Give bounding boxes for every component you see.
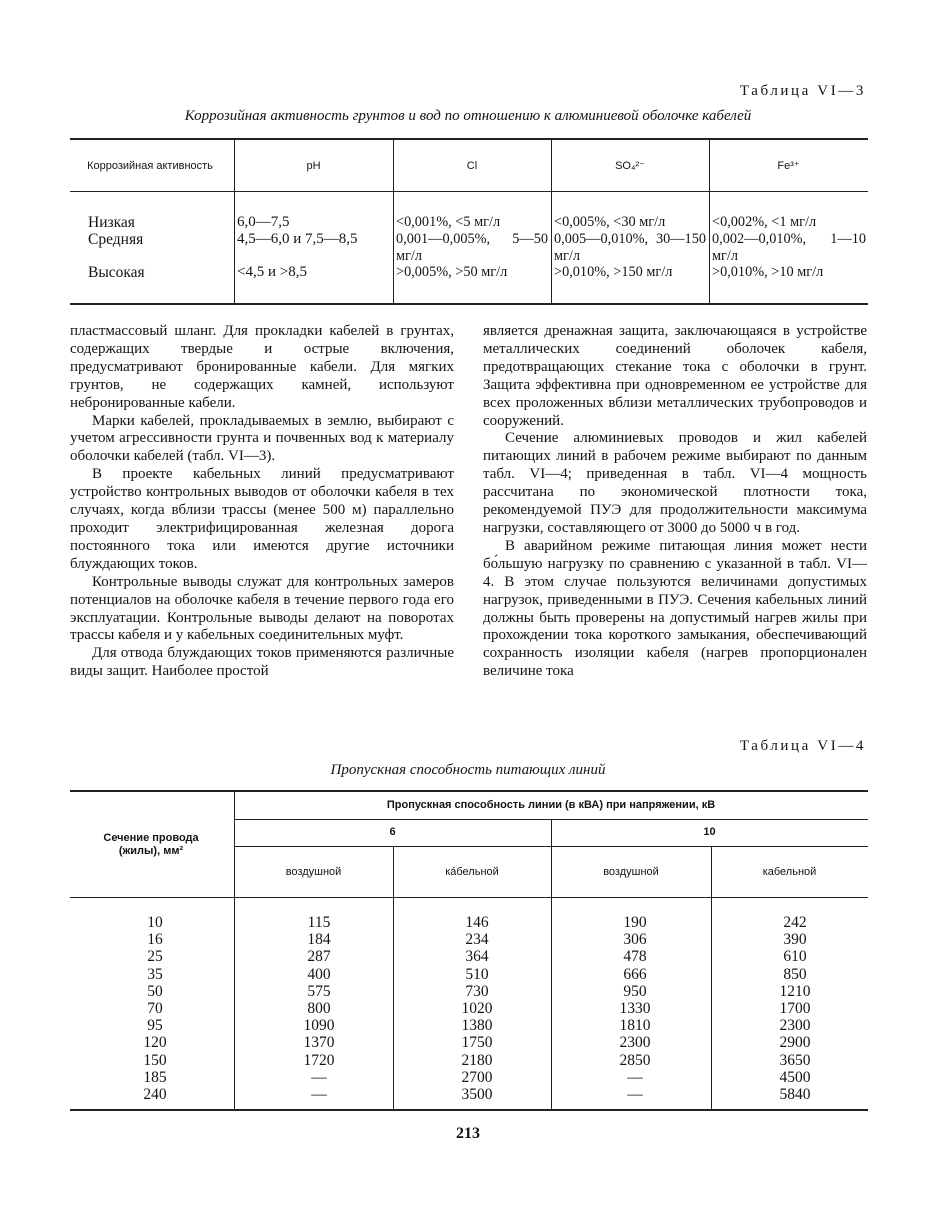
cell-cl-low: <0,001%, <5 мг/л (396, 214, 501, 230)
cell-ph-medium: 4,5—6,0 и 7,5—8,5 (237, 231, 358, 247)
cell-10kv-air: 666 (623, 965, 647, 983)
cell-10kv-air: 478 (623, 948, 647, 966)
capacity-table (70, 790, 868, 1111)
cell-6kv-air: — (311, 1068, 327, 1086)
cell-6kv-air: 115 (307, 914, 331, 931)
cell-6kv-cable: 510 (465, 965, 489, 983)
cell-ph-low: 6,0—7,5 (237, 214, 290, 230)
cell-10kv-air: — (627, 1068, 643, 1086)
cell-section: 150 (143, 1051, 167, 1069)
header-fe: Fe³⁺ (777, 159, 800, 172)
header-voltage-10: 10 (703, 826, 716, 838)
header-activity: Коррозийная активность (87, 159, 213, 172)
column-divider (234, 897, 235, 1109)
cell-section: 50 (147, 982, 163, 1000)
paragraph: Контрольные выводы служат для контрольных замеров потенциалов на оболочке кабеля в течение первого года его эксплуатации. Контрольные выводы делают на поворотах трассы кабеля и у кабельных соединительных муфт. (70, 573, 454, 644)
cell-cl-high: >0,005%, >50 мг/л (396, 264, 508, 280)
header-ph: pH (306, 159, 321, 172)
cell-10kv-cable: 850 (783, 965, 807, 983)
cell-10kv-air: 306 (623, 931, 647, 949)
cell-cl-medium: 0,001—0,005%, 5—50 мг/л (396, 231, 548, 264)
cell-10kv-cable: 4500 (779, 1068, 811, 1086)
cell-6kv-air: 575 (307, 982, 331, 1000)
column-divider (393, 897, 394, 1109)
cell-6kv-cable: 2700 (461, 1068, 493, 1086)
cell-10kv-air: 2850 (619, 1051, 651, 1069)
header-cl: Cl (466, 159, 478, 172)
cell-6kv-air: 287 (307, 948, 331, 966)
row-name-high: Высокая (88, 264, 145, 281)
cell-6kv-cable: 1750 (461, 1034, 493, 1052)
table-label: Таблица VI—3 (739, 83, 866, 99)
cell-10kv-cable: 610 (783, 948, 807, 966)
cell-fe-high: >0,010%, >10 мг/л (712, 264, 824, 280)
cell-fe-medium: 0,002—0,010%, 1—10 мг/л (712, 231, 866, 264)
cell-6kv-cable: 234 (465, 931, 489, 949)
text-column-left (70, 323, 454, 681)
paragraph: Марки кабелей, прокладываемых в землю, выбирают с учетом агрессивности грунта и почвенных вод к материалу оболочки кабелей (табл. VI—3). (70, 412, 454, 465)
cell-section: 35 (147, 965, 163, 983)
column-6kv-air (284, 914, 354, 1103)
cell-10kv-cable: 3650 (779, 1051, 811, 1069)
cell-section: 10 (147, 914, 163, 931)
cell-so4-high: >0,010%, >150 мг/л (554, 264, 673, 280)
cell-6kv-air: 1370 (303, 1034, 335, 1052)
header-air-6: воздушной (285, 866, 342, 878)
cell-10kv-air: 190 (623, 914, 647, 931)
cell-10kv-cable: 1700 (779, 999, 811, 1017)
cell-section: 95 (147, 1017, 163, 1035)
column-10kv-air (600, 914, 670, 1103)
paragraph: Сечение алюминиевых проводов и жил кабелей питающих линий в рабочем режиме выбирают по данным табл. VI—4; приведенная в табл. VI—4 мощность рассчитана по экономической плотности тока, рекомендуемой ПУЭ для продолжительности максимума нагрузки, составляющего от 3000 до 5000 ч в год. (483, 430, 867, 536)
header-so4: SO₄²⁻ (615, 159, 645, 172)
cell-6kv-cable: 364 (465, 948, 489, 966)
paragraph: Для отвода блуждающих токов применяются различные виды защит. Наиболее простой (70, 645, 454, 680)
paragraph: В проекте кабельных линий предусматривают устройство контрольных выводов от оболочки кабеля в тех случаях, когда вблизи трассы (менее 500 м) параллельно проходит электрифицированная железная дорога постоянного тока или имеются другие источники блуждающих токов. (70, 466, 454, 572)
header-group: Пропускная способность линии (в кВА) при напряжении, кВ (386, 799, 716, 811)
cell-section: 25 (147, 948, 163, 966)
table-caption: Коррозийная активность грунтов и вод по отношению к алюминиевой оболочке кабелей (184, 108, 752, 124)
paragraph: является дренажная защита, заключающаяся в устройстве металлических соединений оболочек кабеля, предотвращающих стекание тока с оболочки в грунт. Защита эффективна при одновременном ее устройстве для всех проложенных вблизи металлических трубопроводов и сооружений. (483, 323, 867, 429)
cell-10kv-cable: 390 (783, 931, 807, 949)
header-voltage-6: 6 (389, 826, 396, 838)
cell-6kv-cable: 730 (465, 982, 489, 1000)
cell-ph-high: <4,5 и >8,5 (237, 264, 307, 280)
cell-so4-medium: 0,005—0,010%, 30—150 мг/л (554, 231, 706, 264)
header-air-10: воздушной (603, 866, 659, 878)
header-rule (234, 846, 868, 847)
table-caption: Пропускная способность питающих линий (330, 762, 606, 778)
cell-so4-low: <0,005%, <30 мг/л (554, 214, 666, 230)
cell-10kv-cable: 5840 (779, 1085, 811, 1103)
paragraph: пластмассовый шланг. Для прокладки кабелей в грунтах, содержащих твердые и острые включения, предусматривают бронированные кабели. Для мягких грунтов, не содержащих камней, используют небронированные кабели. (70, 323, 454, 411)
cell-section: 240 (143, 1085, 167, 1103)
cell-section: 185 (143, 1068, 167, 1086)
page-number: 213 (456, 1125, 480, 1142)
cell-10kv-air: — (627, 1085, 643, 1103)
cell-6kv-cable: 3500 (461, 1085, 493, 1103)
column-sections (120, 914, 190, 1103)
row-name-medium: Средняя (88, 231, 144, 248)
row-name-low: Низкая (88, 214, 135, 231)
header-cable-10: кабельной (762, 866, 817, 878)
cell-10kv-air: 2300 (619, 1034, 651, 1052)
cell-6kv-air: 1720 (303, 1051, 335, 1069)
cell-section: 120 (143, 1034, 167, 1052)
column-divider (711, 897, 712, 1109)
cell-10kv-cable: 2900 (779, 1034, 811, 1052)
cell-6kv-cable: 2180 (461, 1051, 493, 1069)
cell-10kv-cable: 2300 (779, 1017, 811, 1035)
paragraph: В аварийном режиме питающая линия может нести бо́льшую нагрузку по сравнению с указанной в табл. VI—4. В этом случае пользуются величинами допустимых нагрузок, приведенными в ПУЭ. Сечения кабельных линий должны быть проверены на допустимый нагрев жилы при прохождении тока короткого замыкания, обеспечивающий сохранность изоляции кабеля (нагрев пропорционален величине тока (483, 537, 867, 680)
cell-section: 70 (147, 999, 163, 1017)
cell-fe-low: <0,002%, <1 мг/л (712, 214, 817, 230)
cell-10kv-cable: 242 (783, 914, 807, 931)
cell-10kv-air: 950 (623, 982, 647, 1000)
header-section: Сечение провода (жилы), мм² (103, 832, 199, 857)
cell-6kv-air: 800 (307, 999, 331, 1017)
cell-6kv-air: 1090 (303, 1017, 335, 1035)
corrosion-table (70, 138, 868, 305)
header-rule (70, 897, 868, 898)
cell-6kv-cable: 1380 (461, 1017, 493, 1035)
cell-6kv-air: — (311, 1085, 327, 1103)
column-10kv-cable (760, 914, 830, 1103)
text-column-right (483, 323, 867, 681)
cell-6kv-air: 400 (307, 965, 331, 983)
column-6kv-cable (442, 914, 512, 1103)
cell-10kv-cable: 1210 (779, 982, 811, 1000)
cell-section: 16 (147, 931, 163, 949)
cell-10kv-air: 1810 (619, 1017, 651, 1035)
cell-6kv-cable: 146 (465, 914, 489, 931)
cell-6kv-cable: 1020 (461, 999, 493, 1017)
cell-6kv-air: 184 (307, 931, 331, 949)
header-cable-6: ка́бельной (445, 866, 499, 878)
table-label: Таблица VI—4 (739, 738, 866, 754)
header-rule (70, 191, 868, 192)
column-divider (551, 897, 552, 1109)
cell-10kv-air: 1330 (619, 999, 651, 1017)
